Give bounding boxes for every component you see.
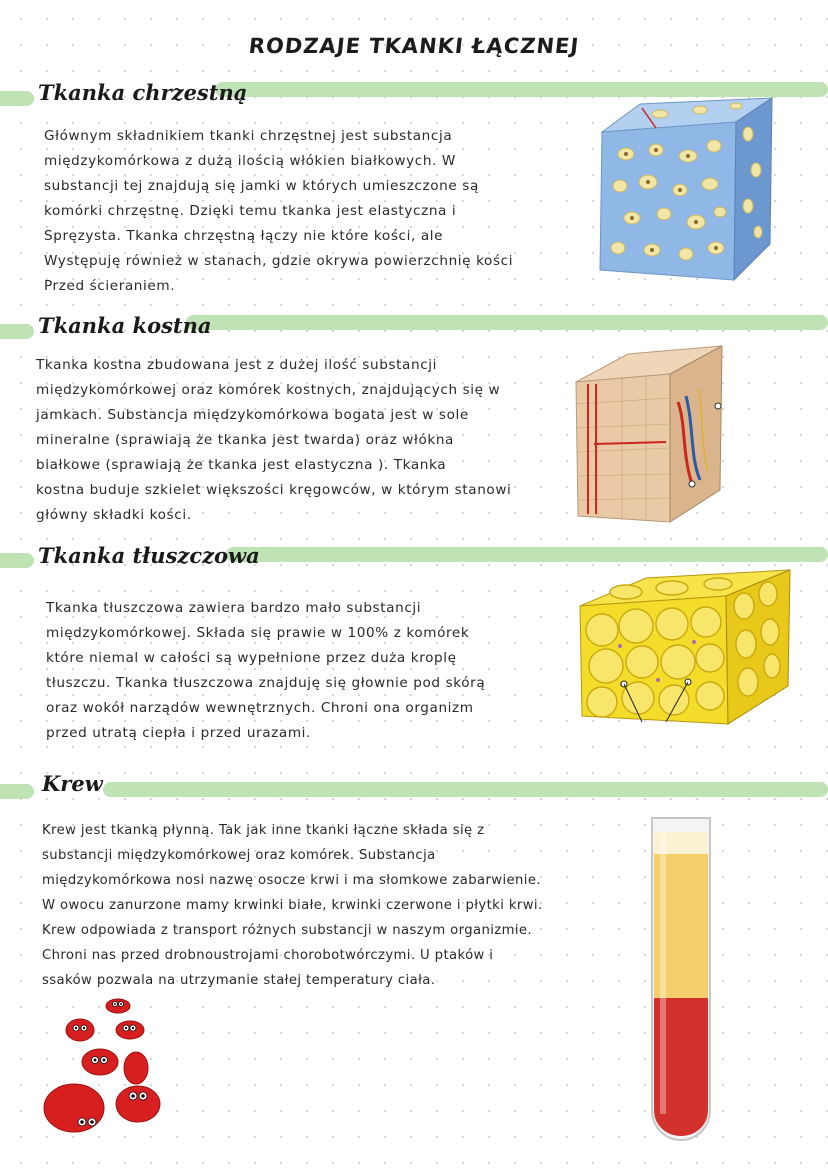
text-line: główny składki kości. [36,507,192,523]
text-line: Głównym składnikiem tkanki chrzęstnej jest substancja [44,128,453,144]
text-line: międzykomórkowej oraz komórek kostnych, znajdujących się w [36,382,501,398]
section-band [103,782,828,797]
text-line: przed utratą ciepła i przed urazami. [46,725,311,741]
section-band [226,547,828,562]
text-line: jamkach. Substancja międzykomórkowa bogata jest w sole [36,407,469,423]
text-line: komórki chrzęstnę. Dzięki temu tkanka jest elastyczna i [44,203,457,219]
text-line: międzykomórkowa nosi nazwę osocze krwi i ma słomkowe zabarwienie. [42,873,541,888]
text-line: mineralne (sprawiają że tkanka jest twarda) oraz włókna [36,432,454,448]
section-heading-bone: Tkanka kostna [38,313,212,338]
text-line: Krew jest tkanką płynną. Tak jak inne tkanki łączne składa się z [42,823,485,838]
section-band-left [0,91,34,106]
text-line: Występuję również w stanach, gdzie okrywa powierzchnię kości [44,253,514,269]
red-blood-cells-illustration [38,996,168,1141]
section-heading-cartilage: Tkanka chrzestną [38,80,248,105]
text-line: międzykomórkowej. Składa się prawie w 100% z komórek [46,625,470,641]
section-text-blood [42,818,543,993]
bone-block-illustration [574,344,726,526]
section-band-left [0,553,34,568]
cartilage-cube-illustration [596,94,778,284]
text-line: Krew odpowiada z transport różnych substancji w naszym organizmie. [42,923,533,938]
page-title: RODZAJE TKANKI ŁĄCZNEJ [247,34,581,58]
text-line: substancji tej znajdują się jamki w których umieszczone są [44,178,479,194]
text-line: oraz wokół narządów wewnętrznych. Chroni ona organizm [46,700,474,716]
test-tube-illustration [646,814,716,1144]
fat-block-illustration [576,566,796,726]
text-line: Tkanka tłuszczowa zawiera bardzo mało substancji [46,600,422,616]
text-line: Tkanka kostna zbudowana jest z dużej ilość substancji [36,357,438,373]
text-line: tłuszczu. Tkanka tłuszczowa znajduję się głownie pod skórą [46,675,486,691]
section-band-left [0,784,34,799]
text-line: Spręzysta. Tkanka chrzęstną łączy nie które kości, ale [44,228,444,244]
text-line: międzykomórkowa z dużą ilością włókien białkowych. W [44,153,456,169]
section-heading-blood: Krew [42,771,103,796]
section-text-bone [36,353,511,528]
text-line: W owocu zanurzone mamy krwinki białe, krwinki czerwone i płytki krwi. [42,898,543,913]
text-line: białkowe (sprawiają że tkanka jest elastyczna ). Tkanka [36,457,447,473]
text-line: które niemal w całości są wypełnione przez duża kroplę [46,650,457,666]
section-band-left [0,324,34,339]
section-text-fat [46,596,485,746]
section-heading-fat: Tkanka tłuszczowa [38,543,260,568]
section-text-cartilage [44,124,513,299]
section-band [186,315,828,330]
text-line: ssaków pozwala na utrzymanie stałej temperatury ciała. [42,973,436,988]
text-line: Przed ścieraniem. [44,278,176,294]
text-line: kostna buduje szkielet większości kręgowców, w którym stanowi [36,482,512,498]
text-line: Chroni nas przed drobnoustrojami chorobotwórczymi. U ptaków i [42,948,494,963]
text-line: substancji międzykomórkowej oraz komórek. Substancja [42,848,436,863]
